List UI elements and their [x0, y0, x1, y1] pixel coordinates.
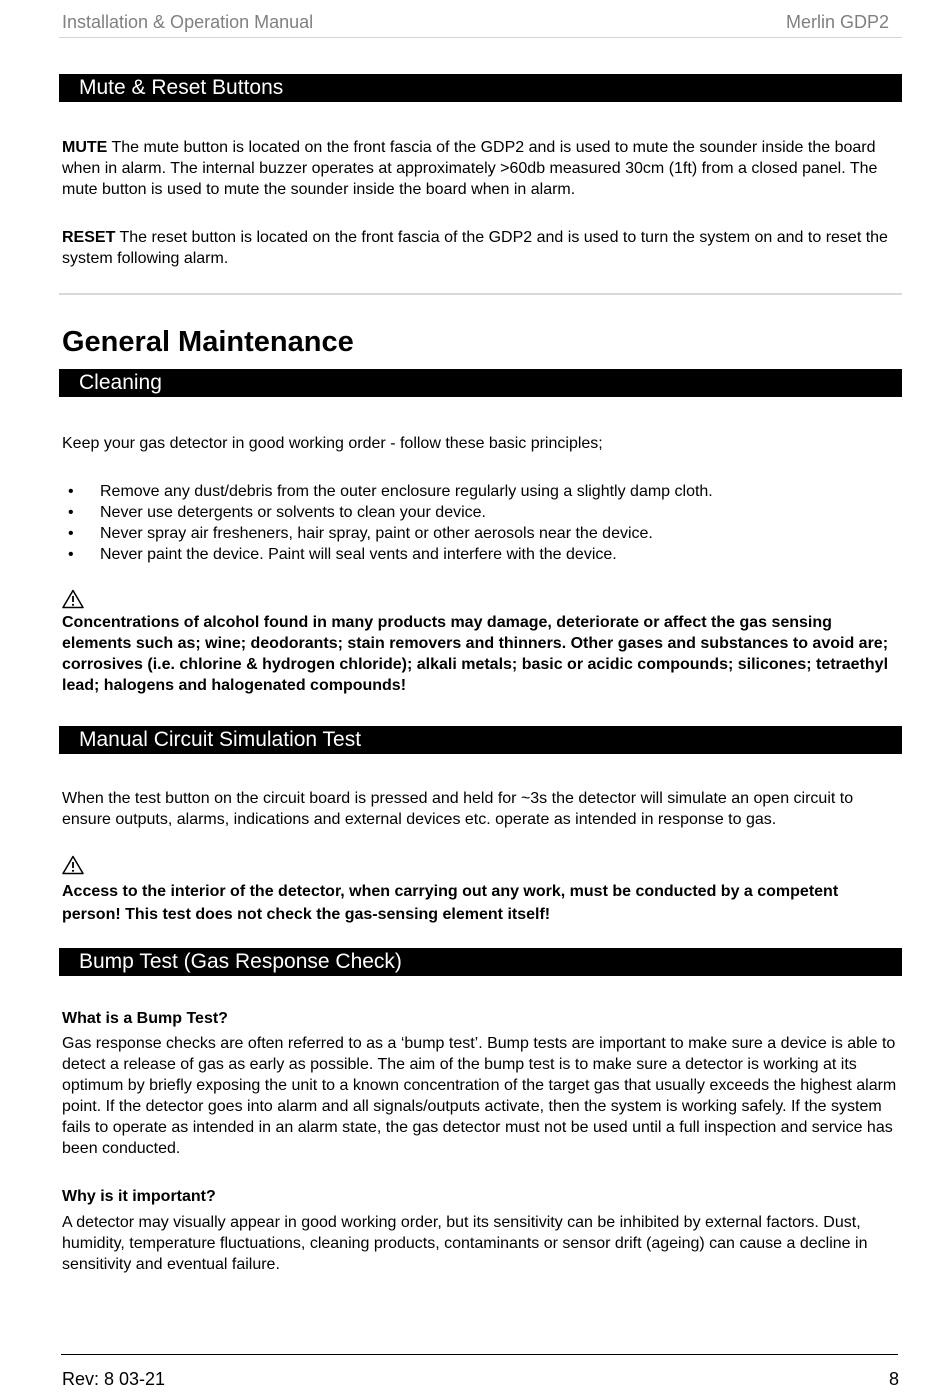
mute-paragraph — [62, 137, 898, 200]
list-item: • Never paint the device. Paint will seal vents and interfere with the device. — [68, 546, 617, 563]
reset-label: RESET — [62, 229, 116, 246]
list-item: • Never spray air fresheners, hair spray, paint or other aerosols near the device. — [68, 525, 653, 542]
footer-page-number: 8 — [888, 1369, 899, 1389]
bump-question-why: Why is it important? — [62, 1188, 216, 1205]
bullet-icon: • — [68, 546, 74, 563]
bullet-icon: • — [68, 504, 74, 521]
section-bar-simulation-test: Manual Circuit Simulation Test — [59, 726, 902, 754]
list-item: • Never use detergents or solvents to clean your device. — [68, 504, 486, 521]
reset-paragraph — [62, 227, 898, 269]
simulation-text: When the test button on the circuit board is pressed and held for ~3s the detector will simulate an open circuit to ensure outputs, alarms, indications and external devices etc. operate as intended in response to gas. — [62, 790, 854, 828]
header-divider — [59, 37, 902, 38]
bullet-icon: • — [68, 525, 74, 542]
footer-revision: Rev: 8 03-21 — [62, 1369, 166, 1389]
cleaning-intro: Keep your gas detector in good working order - follow these basic principles; — [62, 435, 603, 452]
cleaning-bullet-list — [62, 481, 898, 565]
mute-text: The mute button is located on the front fascia of the GDP2 and is used to mute the sounder inside the board when in alarm. The internal buzzer operates at approximately >60db measured 30cm (1ft) from a closed panel. The mute button is used to mute the sounder inside the board when in alarm. — [62, 139, 878, 198]
header-manual-title: Installation & Operation Manual — [62, 12, 314, 32]
list-item: • Remove any dust/debris from the outer enclosure regularly using a slightly damp cloth. — [68, 483, 713, 500]
footer-divider — [61, 1354, 898, 1355]
section-bar-mute-reset: Mute & Reset Buttons — [59, 74, 902, 102]
mute-label: MUTE — [62, 139, 108, 156]
warning-triangle-icon — [62, 589, 84, 609]
simulation-warning-text: Access to the interior of the detector, when carrying out any work, must be conducted by a competent person! This test does not check the gas-sensing element itself! — [62, 883, 839, 923]
bump-answer-what: Gas response checks are often referred to as a ‘bump test’. Bump tests are important to make sure a device is able to detect a release of gas as early as possible. The aim of the bump test is to make sure a detector is working at its optimum by briefly exposing the unit to a known concentration of the target gas that usually exceeds the highest alarm point. If the detector goes into alarm and all signals/outputs activate, then the system is working safely. If the system fails to operate as intended in an alarm state, the gas detector must not be used until a full inspection and service has been conducted. — [62, 1035, 897, 1157]
reset-text: The reset button is located on the front fascia of the GDP2 and is used to turn the system on and to reset the system following alarm. — [62, 229, 888, 267]
warning-triangle-icon — [62, 855, 84, 875]
page-heading-general-maintenance: General Maintenance — [62, 326, 354, 358]
header-product-name: Merlin GDP2 — [785, 12, 889, 32]
cleaning-warning-text: Concentrations of alcohol found in many products may damage, deteriorate or affect the gas sensing elements such as; wine; deodorants; stain removers and thinners. Other gases and substances to avoid are; corrosives (i.e. chlorine & hydrogen chloride); alkali metals; basic or acidic compounds; silicones; tetraethyl lead; halogens and halogenated compounds! — [62, 614, 889, 694]
section-bar-bump-test: Bump Test (Gas Response Check) — [59, 948, 902, 976]
section-divider — [59, 293, 902, 295]
bump-question-what: What is a Bump Test? — [62, 1010, 228, 1027]
bump-answer-why: A detector may visually appear in good working order, but its sensitivity can be inhibited by external factors. Dust, humidity, temperature fluctuations, cleaning products, contaminants or sensor drift (ageing) can cause a decline in sensitivity and eventual failure. — [62, 1214, 868, 1273]
bullet-icon: • — [68, 483, 74, 500]
section-bar-cleaning: Cleaning — [59, 369, 902, 397]
